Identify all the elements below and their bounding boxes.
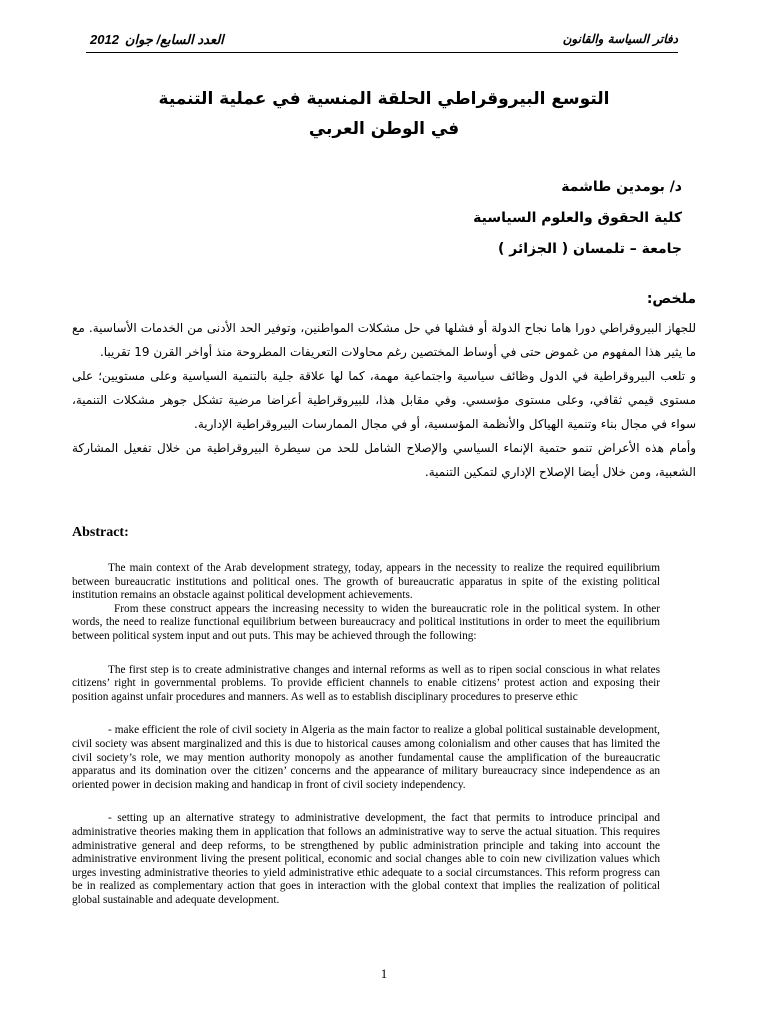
arabic-abstract (72, 288, 696, 484)
issue-info (90, 32, 224, 48)
issue-year: 2012 (90, 32, 119, 47)
english-abstract-heading: Abstract: (72, 525, 129, 540)
arabic-abstract-paragraph: للجهاز البيروقراطي دورا هاما نجاح الدولة أو فشلها في حل مشكلات المواطنين، وتوفير الحد الأدنى من الخدمات الأساسية. مع ما يثير هذا المفهوم من غموض حتى في أوساط المختصين رغم محاولات التعريفات المطروحة منذ أواخر القرن 19 تقريبا. (72, 321, 696, 359)
page-number: 1 (380, 966, 388, 981)
journal-name: دفاتر السياسة والقانون (562, 32, 678, 46)
author-info (282, 172, 682, 265)
issue-label: العدد السابع/ جوان (124, 32, 224, 47)
english-abstract-paragraph: - setting up an alternative strategy to administrative development, the fact that permits to introduce principal and administrative theories making them in application that follows an administrative way to serve the actual situation. This requires administrative general and deep reforms, to be strengthened by public administration principle and taking into account the administrative environment living the present political, economic and social changes able to coin new civilization values which urges investing administrative theories to yield administrative ethic adequate to a social circumstances. This reform progress can be in realized as complementary action that goes in interaction with the global context that implies the realization of political global sustainable and adequate development. (72, 812, 660, 906)
english-abstract (72, 524, 660, 907)
paper-title (60, 84, 708, 144)
english-abstract-paragraph: The main context of the Arab development strategy, today, appears in the necessity to realize the required equilibrium between bureaucratic institutions and political ones. The growth of bureaucratic apparatus in spite of the existing political institution remains an obstacle against political development achievements. (72, 562, 660, 602)
english-abstract-paragraph: The first step is to create administrative changes and internal reforms as well as to ripen social conscious in what relates citizens’ right in governmental problems. To provide efficient channels to enable citizens’ protest action and exposing their position against unfair procedures and manners. As well as to establish disciplinary procedures to preserve ethic (72, 663, 660, 703)
running-header (86, 32, 678, 53)
author-faculty: كلية الحقوق والعلوم السياسية (473, 210, 682, 226)
english-abstract-paragraph: From these construct appears the increasing necessity to widen the bureaucratic role in the political system. In other words, the need to realize functional equilibrium between bureaucracy and political institutions in order to meet the equilibrium between political system input and out puts. This may be achieved through the following: (72, 602, 660, 642)
author-university: جامعة – تلمسان ( الجزائر ) (497, 241, 682, 257)
arabic-abstract-paragraph: و تلعب البيروقراطية في الدول وظائف سياسية واجتماعية مهمة، كما لها علاقة جلية بالتنمية السياسية وعلى مستويين؛ على مستوى قيمي ثقافي، وعلى مستوى مؤسسي. وفي مقابل هذا، للبيروقراطية أعراضا مرضية تشكل جوهر مشكلات التنمية، سواء في مجال بناء وتنمية الهياكل والأنظمة المؤسسية، أو في مجال الممارسات البيروقراطية الإدارية. (72, 369, 696, 431)
english-abstract-paragraph: - make efficient the role of civil society in Algeria as the main factor to realize a global political sustainable development, civil society was absent marginalized and this is due to historical causes among colonialism and other causes that has limited the civil society’s role, we may mention authority monopoly as another fundamental cause the amplification of the bureaucratic apparatus and its domination over the citizen’ concerns and the appearance of military bureaucracy since independence as an oriented power in decision making and handicap in front of civil society independency. (72, 724, 660, 791)
arabic-abstract-paragraph: وأمام هذه الأعراض تنمو حتمية الإنماء السياسي والإصلاح الشامل للحد من سيطرة البيروقراطية من خلال تفعيل المشاركة الشعبية، ومن خلال أيضا الإصلاح الإداري لتمكين التنمية. (72, 441, 696, 479)
title-line-1: التوسع البيروقراطي الحلقة المنسية في عملية التنمية (158, 89, 610, 109)
arabic-abstract-heading: ملخص: (646, 291, 696, 307)
title-line-2: في الوطن العربي (308, 119, 460, 139)
author-name: د/ بومدين طاشمة (561, 179, 682, 195)
